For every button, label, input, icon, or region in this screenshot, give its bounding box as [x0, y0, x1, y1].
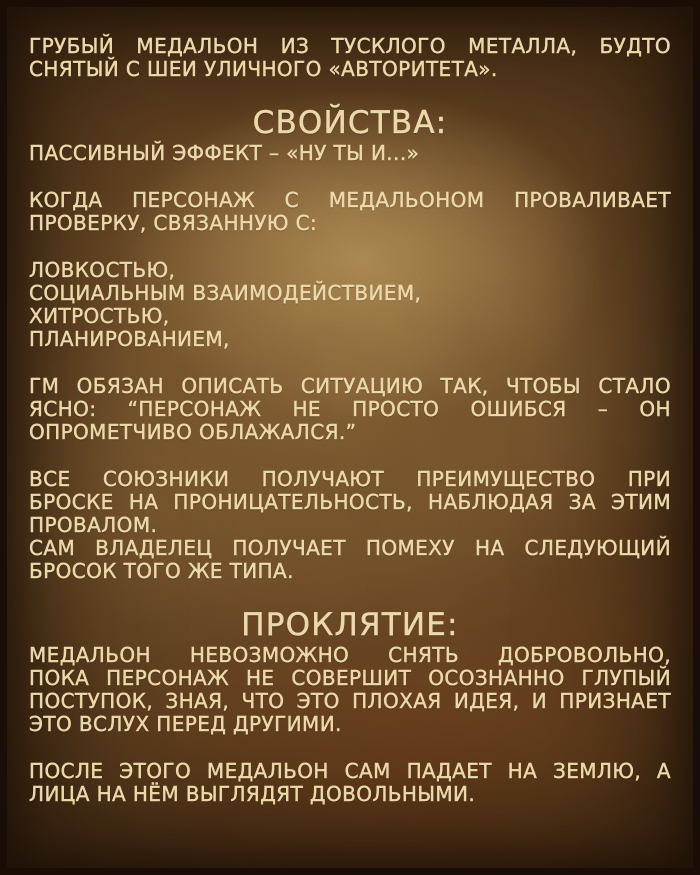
text-line: ГМ ОБЯЗАН ОПИСАТЬ СИТУАЦИЮ ТАК, ЧТОБЫ СТАЛО [29, 374, 671, 398]
text-line: ПОКА ПЕРСОНАЖ НЕ СОВЕРШИТ ОСОЗНАННО ГЛУПЫЙ [29, 666, 671, 690]
text-line: ПОСЛЕ ЭТОГО МЕДАЛЬОН САМ ПАДАЕТ НА ЗЕМЛЮ, А [29, 759, 671, 783]
text-line: СНЯТЫЙ С ШЕИ УЛИЧНОГО «АВТОРИТЕТА». [29, 57, 498, 81]
text-line: БРОСОК ТОГО ЖЕ ТИПА. [29, 559, 294, 583]
text-line: ПЛАНИРОВАНИЕМ, [29, 327, 230, 351]
text-line: ПРОВАЛОМ. [29, 513, 158, 537]
text-line: ЭТО ВСЛУХ ПЕРЕД ДРУГИМИ. [29, 712, 342, 736]
card-text [7, 7, 693, 806]
section-heading: СВОЙСТВА: [252, 105, 448, 141]
text-line: ХИТРОСТЬЮ, [29, 304, 170, 328]
text-line: КОГДА ПЕРСОНАЖ С МЕДАЛЬОНОМ ПРОВАЛИВАЕТ [29, 188, 671, 212]
text-line: БРОСКЕ НА ПРОНИЦАТЕЛЬНОСТЬ, НАБЛЮДАЯ ЗА ЭТИМ [29, 490, 671, 514]
text-line: ВСЕ СОЮЗНИКИ ПОЛУЧАЮТ ПРЕИМУЩЕСТВО ПРИ [29, 467, 671, 491]
paragraph-gap [29, 165, 671, 189]
text-line: САМ ВЛАДЕЛЕЦ ПОЛУЧАЕТ ПОМЕХУ НА СЛЕДУЮЩИЙ [29, 536, 671, 560]
text-line: ОПРОМЕТЧИВО ОБЛАЖАЛСЯ.” [29, 420, 357, 444]
section-heading: ПРОКЛЯТИЕ: [241, 607, 459, 643]
text-line: ЛОВКОСТЬЮ, [29, 258, 176, 282]
text-line: ПОСТУПОК, ЗНАЯ, ЧТО ЭТО ПЛОХАЯ ИДЕЯ, И ПРИЗНАЕТ [29, 689, 671, 713]
text-line: ГРУБЫЙ МЕДАЛЬОН ИЗ ТУСКЛОГО МЕТАЛЛА, БУДТО [29, 34, 671, 58]
text-line: ПАССИВНЫЙ ЭФФЕКТ – «НУ ТЫ И...» [29, 141, 420, 165]
paragraph-gap [29, 444, 671, 468]
paragraph-gap [29, 736, 671, 760]
text-line: ПРОВЕРКУ, СВЯЗАННУЮ С: [29, 211, 318, 235]
paragraph-gap [29, 351, 671, 375]
text-line: ЯСНО: “ПЕРСОНАЖ НЕ ПРОСТО ОШИБСЯ – ОН [29, 397, 671, 421]
text-line: ЛИЦА НА НЁМ ВЫГЛЯДЯТ ДОВОЛЬНЫМИ. [29, 782, 476, 806]
paragraph-gap [29, 235, 671, 259]
text-line: МЕДАЛЬОН НЕВОЗМОЖНО СНЯТЬ ДОБРОВОЛЬНО, [29, 643, 671, 667]
text-line: СОЦИАЛЬНЫМ ВЗАИМОДЕЙСТВИЕМ, [29, 281, 422, 305]
